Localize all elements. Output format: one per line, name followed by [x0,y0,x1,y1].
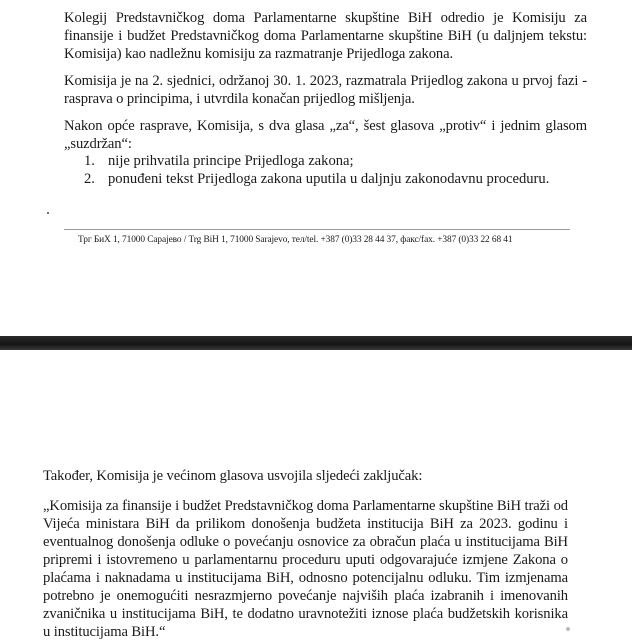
scan-mark [566,627,570,631]
list-item [84,170,549,188]
list-item-text: ponuđeni tekst Prijedloga zakona uputila u daljnju zakonodavnu proceduru. [108,171,550,187]
footer-rule [64,229,570,230]
page-divider [0,336,632,350]
decision-list [84,152,549,188]
page-footer-address: Трг БиХ 1, 71000 Сарајево / Trg BiH 1, 71000 Sarajevo, тел/tel. +387 (0)33 28 44 37, факс/fax. +387 (0)33 22 68 41 [78,235,513,245]
paragraph-committee-assignment: Kolegij Predstavničkog doma Parlamentarne skupštine BiH odredio je Komisiju za finansije i budžet Predstavničkog doma Parlamentarne skupštine BiH (u daljnjem tekstu: Komisija) kao nadležnu komisiju za razmatranje Prijedloga zakona. [64,10,587,62]
paragraph-vote-result: Nakon opće rasprave, Komisija, s dva glasa „za“, šest glasova „protiv“ i jednim glasom „suzdržan“: [64,118,587,152]
paragraph-session-info: Komisija je na 2. sjednici, održanoj 30. 1. 2023, razmatrala Prijedlog zakona u prvoj fazi - rasprava o principima, i utvrdila konačan prijedlog mišljenja. [64,73,587,107]
list-item [84,152,549,170]
list-item-text: nije prihvatila principe Prijedloga zakona; [108,153,354,169]
list-item-number: 1. [84,153,95,169]
paragraph-conclusion-quote: „Komisija za finansije i budžet Predstavničkog doma Parlamentarne skupštine BiH traži od Vijeća ministara BiH da prilikom donošenja budžeta institucija BiH za 2023. godinu i eventualnog donošenja odluke o povećanju osnovice za obračun plaća u institucijama BiH pripremi i istovremeno u parlamentarnu proceduru uputi odgovarajuće izmjene Zakona o plaćama i naknadama u institucijama BiH, odnosno potencijalnu odluku. Tim izmjenama potrebno je onemogućiti nesrazmjerno povećanje najviših plaća izabranih i imenovanih zvaničnika u institucijama BiH, te dodatno uravnotežiti iznose plaća budžetskih korisnika u institucijama BiH.“ [43,498,568,640]
paragraph-conclusion-intro: Također, Komisija je većinom glasova usvojila sljedeći zaključak: [43,468,423,484]
stray-dot [47,212,49,214]
list-item-number: 2. [84,171,95,187]
